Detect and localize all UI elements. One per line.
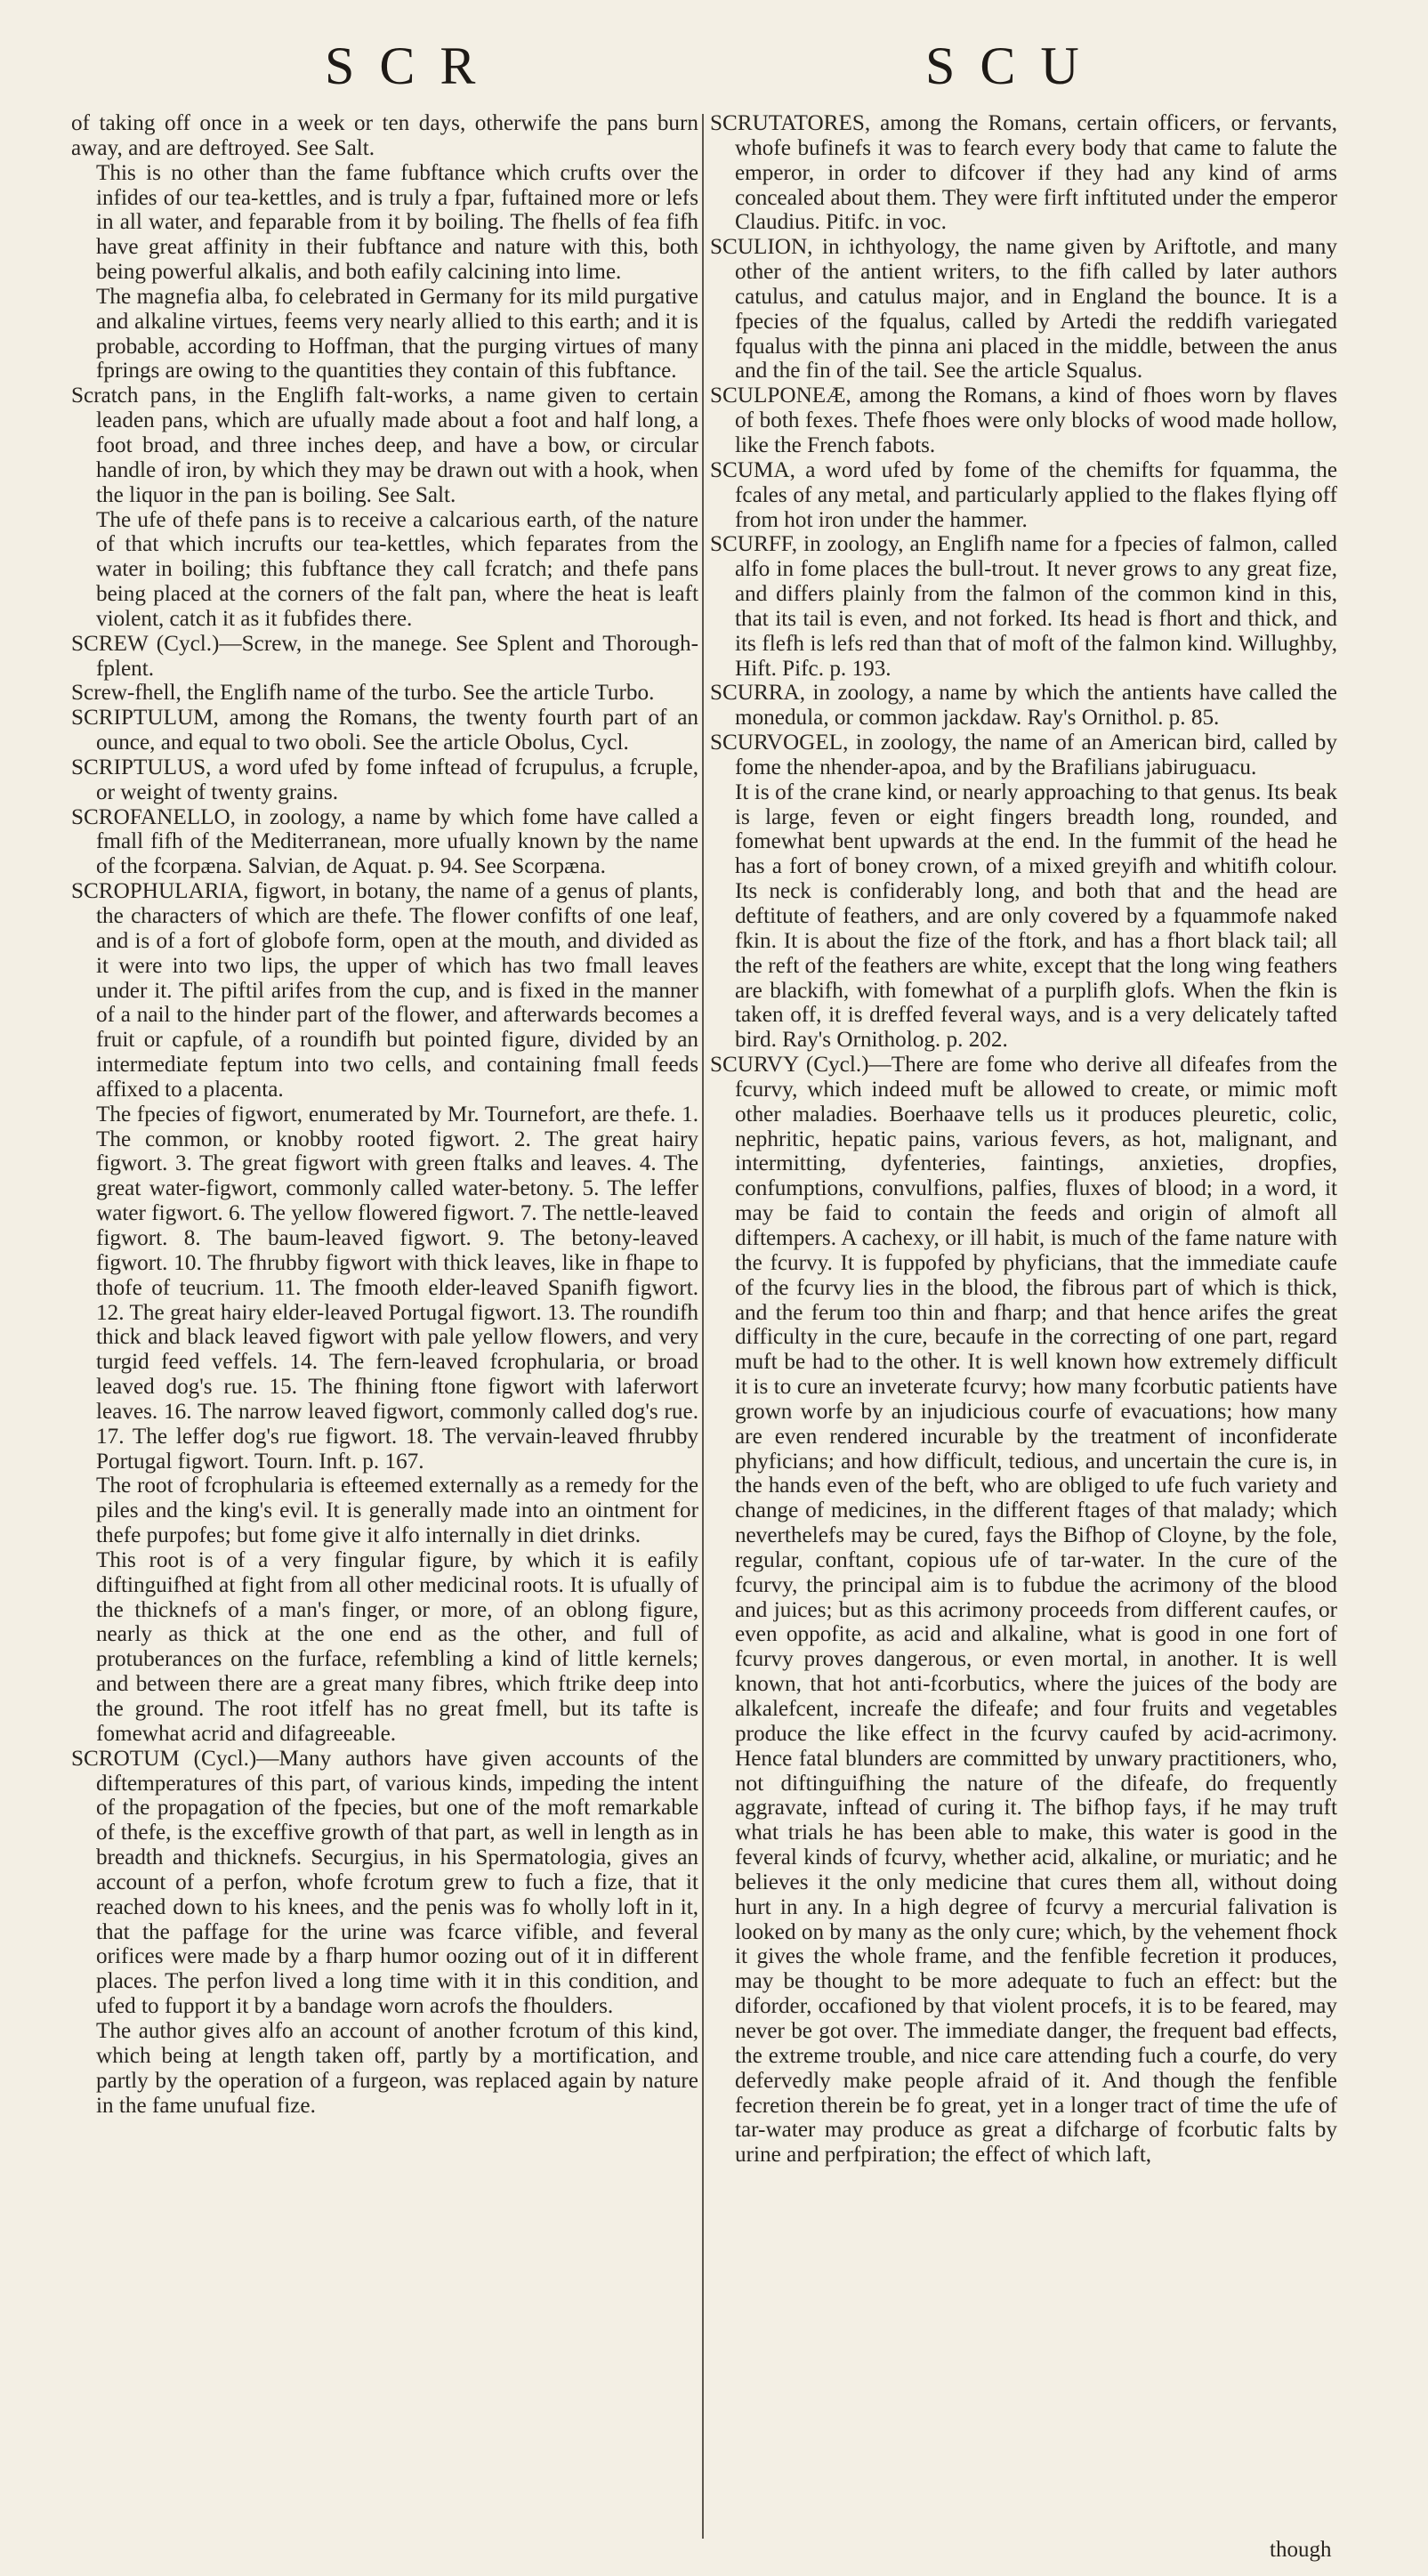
entry: SCURFF, in zoology, an Englifh name for a fpecies of falmon, called alfo in fome places the bull-trout. It never grows to any great fize, and differs plainly from the falmon of the common kind in this, that its tail is even, and not forked. Its head is fhort and thick, and its flefh is lefs red than that of moft of the falmon kind. Willughby, Hift. Pifc. p. 193. [710, 532, 1337, 681]
right-column [710, 111, 1337, 2168]
paragraph: This is no other than the fame fubftance which crufts over the infides of our tea-kettles, and is truly a fpar, fuftained more or lefs in all water, and feparable from it by boiling. The fhells of fea fifh have great affinity in their fubftance and nature with this, both being powerful alkalis, and both eafily calcining into lime. [96, 160, 698, 285]
entry: SCURVOGEL, in zoology, the name of an American bird, called by fome the nhender-apoa, and by the Brafilians jabiruguacu. [710, 731, 1337, 779]
running-head-left: SCR [325, 36, 501, 95]
entry: SCREW (Cycl.)—Screw, in the manege. See Splent and Thorough-fplent. [71, 631, 698, 681]
entry: SCROFANELLO, in zoology, a name by which fome have called a fmall fifh of the Mediterranean, more ufually known by the name of the fcorpæna. Salvian, de Aquat. p. 94. See Scorpæna. [71, 804, 698, 879]
entry: SCROTUM (Cycl.)—Many authors have given accounts of the diftemperatures of this part, of various kinds, impeding the intent of the propagation of the fpecies, but one of the moft remarkable of thefe, is the exceffive growth of that part, as well in length as in breadth and thicknefs. Securgius, in his Spermatologia, gives an account of a perfon, whofe fcrotum grew to fuch a fize, that it reached down to his knees, and the penis was fo wholly loft in it, that the paffage for the urine was fcarce vifible, and feveral orifices were made by a fharp humor oozing out of it in different places. The perfon lived a long time with it in this condition, and ufed to fupport it by a bandage worn acrofs the fhoulders. [71, 1746, 698, 2019]
entry: SCURRA, in zoology, a name by which the antients have called the monedula, or common jackdaw. Ray's Ornithol. p. 85. [710, 681, 1337, 731]
entry: SCRUTATORES, among the Romans, certain officers, or fervants, whofe bufinefs it was to fearch every body that came to falute the emperor, in order to difcover if they had any kind of arms concealed about them. They were firft inftituted under the emperor Claudius. Pitifc. in voc. [710, 111, 1337, 235]
entry: SCUMA, a word ufed by fome of the chemifts for fquamma, the fcales of any metal, and particularly applied to the flakes flying off from hot iron under the hammer. [710, 457, 1337, 532]
entry: SCRIPTULUM, among the Romans, the twenty fourth part of an ounce, and equal to two oboli. See the article Obolus, Cycl. [71, 706, 698, 755]
entry: SCROPHULARIA, figwort, in botany, the name of a genus of plants, the characters of which are thefe. The flower confifts of one leaf, and is of a fort of globofe form, open at the mouth, and divided as it were into two lips, the upper of which has two fmall leaves under it. The piftil arifes from the cup, and is fixed in the manner of a nail to the hinder part of the flower, and afterwards becomes a fruit or capfule, of a roundifh but pointed figure, divided by an intermediate feptum into two cells, and containing fmall feeds affixed to a placenta. [71, 879, 698, 1102]
entry: SCULION, in ichthyology, the name given by Ariftotle, and many other of the antient writers, to the fifh called by later authors catulus, and catulus major, and in England the bounce. It is a fpecies of the fqualus, called by Artedi the reddifh variegated fqualus with the pinna ani placed in the middle, between the anus and the fin of the tail. See the article Squalus. [710, 235, 1337, 384]
entry: SCRIPTULUS, a word ufed by fome inftead of fcrupulus, a fcruple, or weight of twenty grains. [71, 755, 698, 804]
paragraph: The root of fcrophularia is efteemed externally as a remedy for the piles and the king's evil. It is generally made into an ointment for thefe purpofes; but fome give it alfo internally in diet drinks. [96, 1474, 698, 1548]
paragraph: of taking off once in a week or ten days, otherwife the pans burn away, and are deftroyed. See Salt. [71, 111, 698, 160]
entry: Scratch pans, in the Englifh falt-works, a name given to certain leaden pans, which are ufually made about a foot and half long, a foot broad, and three inches deep, and have a bow, or circular handle of iron, by which they may be drawn out with a hook, when the liquor in the pan is boiling. See Salt. [71, 384, 698, 507]
column-divider [702, 114, 704, 2539]
paragraph: This root is of a very fingular figure, by which it is eafily diftinguifhed at fight from all other medicinal roots. It is ufually of the thicknefs of a man's finger, or more, of an oblong figure, nearly as thick at the one end as the other, and full of protuberances on the furface, refembling a kind of little kernels; and between there are a great many fibres, which ftrike deep into the ground. The root itfelf has no great fmell, but its tafte is fomewhat acrid and difagreeable. [96, 1547, 698, 1746]
left-column [71, 111, 698, 2118]
paragraph: It is of the crane kind, or nearly approaching to that genus. Its beak is large, feven or eight fingers breadth long, rounded, and fomewhat bent upwards at the end. In the fummit of the head he has a fort of boney crown, of a mixed greyifh and whitifh colour. Its neck is confiderably long, and both that and the head are deftitute of feathers, and are only covered by a fquammofe naked fkin. It is about the fize of the ftork, and has a fhort black tail; all the reft of the feathers are white, except that the long wing feathers are blackifh, with fomewhat of a purplifh glofs. When the fkin is taken off, it is dreffed feveral ways, and is a very delicately tafted bird. Ray's Ornitholog. p. 202. [735, 779, 1337, 1053]
paragraph: The author gives alfo an account of another fcrotum of this kind, which being at length taken off, partly by a mortification, and partly by the operation of a furgeon, was replaced again by nature in the fame unufual fize. [96, 2018, 698, 2118]
paragraph: The magnefia alba, fo celebrated in Germany for its mild purgative and alkaline virtues, feems very nearly allied to this earth; and it is probable, according to Hoffman, that the purging virtues of many fprings are owing to the quantities they contain of this fubftance. [96, 284, 698, 384]
catchword: though [1270, 2538, 1332, 2562]
running-head-right: SCU [925, 36, 1104, 95]
paragraph: The fpecies of figwort, enumerated by Mr. Tournefort, are thefe. 1. The common, or knobby rooted figwort. 2. The great hairy figwort. 3. The great figwort with green ftalks and leaves. 4. The great water-figwort, commonly called water-betony. 5. The leffer water figwort. 6. The yellow flowered figwort. 7. The nettle-leaved figwort. 8. The baum-leaved figwort. 9. The betony-leaved figwort. 10. The fhrubby figwort with thick leaves, like in fhape to thofe of teucrium. 11. The fmooth elder-leaved Spanifh figwort. 12. The great hairy elder-leaved Portugal figwort. 13. The roundifh thick and black leaved figwort with pale yellow flowers, and very turgid feed veffels. 14. The fern-leaved fcrophularia, or broad leaved dog's rue. 15. The fhining ftone figwort with laferwort leaves. 16. The narrow leaved figwort, commonly called dog's rue. 17. The leffer dog's rue figwort. 18. The vervain-leaved fhrubby Portugal figwort. Tourn. Inft. p. 167. [96, 1102, 698, 1474]
entry: SCULPONEÆ, among the Romans, a kind of fhoes worn by flaves of both fexes. Thefe fhoes were only blocks of wood made hollow, like the French fabots. [710, 384, 1337, 457]
paragraph: The ufe of thefe pans is to receive a calcarious earth, of the nature of that which incrufts our tea-kettles, which feparates from the water in boiling; this fubftance they call fcratch; and thefe pans being placed at the corners of the falt pan, where the heat is leaft violent, catch it as it fubfides there. [96, 507, 698, 631]
entry: SCURVY (Cycl.)—There are fome who derive all difeafes from the fcurvy, which indeed muft be allowed to create, or mimic moft other maladies. Boerhaave tells us it produces pleuretic, colic, nephritic, hepatic pains, various fevers, as hot, malignant, and intermitting, dyfenteries, faintings, anxieties, dropfies, confumptions, convulfions, palfies, fluxes of blood; in a word, it may be faid to contain the feeds and origin of almoft all diftempers. A cachexy, or ill habit, is much of the fame nature with the fcurvy. It is fuppofed by phyficians, that the immediate caufe of the fcurvy lies in the blood, the fibrous part of which is thick, and the ferum too thin and fharp; and that hence arifes the great difficulty in the cure, becaufe in the correcting of one part, regard muft be had to the other. It is well known how extremely difficult it is to cure an inveterate fcurvy; how many fcorbutic patients have grown worfe by an injudicious courfe of evacuations; how many are even rendered incurable by the treatment of inconfiderate phyficians; and how difficult, tedious, and uncertain the cure is, in the hands even of the beft, who are obliged to ufe fuch variety and change of medicines, in the different ftages of that malady; which neverthelefs may be cured, fays the Bifhop of Cloyne, by the fole, regular, conftant, copious ufe of tar-water. In the cure of the fcurvy, the principal aim is to fubdue the acrimony of the blood and juices; but as this acrimony proceeds from different caufes, or even oppofite, as acid and alkaline, what is good in one fort of fcurvy proves dangerous, or even mortal, in another. It is well known, that hot anti-fcorbutics, where the juices of the body are alkalefcent, increafe the difeafe; and four fruits and vegetables produce the like effect in the fcurvy caufed by acid-acrimony. Hence fatal blunders are committed by unwary practitioners, who, not diftinguifhing the nature of the difeafe, do frequently aggravate, inftead of curing it. The bifhop fays, if he may truft what trials he has been able to make, this water is good in the feveral kinds of fcurvy, whether acid, alkaline, or muriatic; and he believes it the only medicine that cures them all, without doing hurt in any. In a high degree of fcurvy a mercurial falivation is looked on by many as the only cure; which, by the vehement fhock it gives the whole frame, and the fenfible fecretion it produces, may be thought to be more adequate to fuch an effect: but the diforder, occafioned by that violent procefs, it is to be feared, may never be got over. The immediate danger, the frequent bad effects, the extreme trouble, and nice care attending fuch a courfe, do very defervedly make people afraid of it. And though the fenfible fecretion therein be fo great, yet in a longer tract of time the ufe of tar-water may produce as great a difcharge of fcorbutic falts by urine and perfpiration; the effect of which laft, [710, 1053, 1337, 2168]
entry: Screw-fhell, the Englifh name of the turbo. See the article Turbo. [71, 681, 655, 706]
